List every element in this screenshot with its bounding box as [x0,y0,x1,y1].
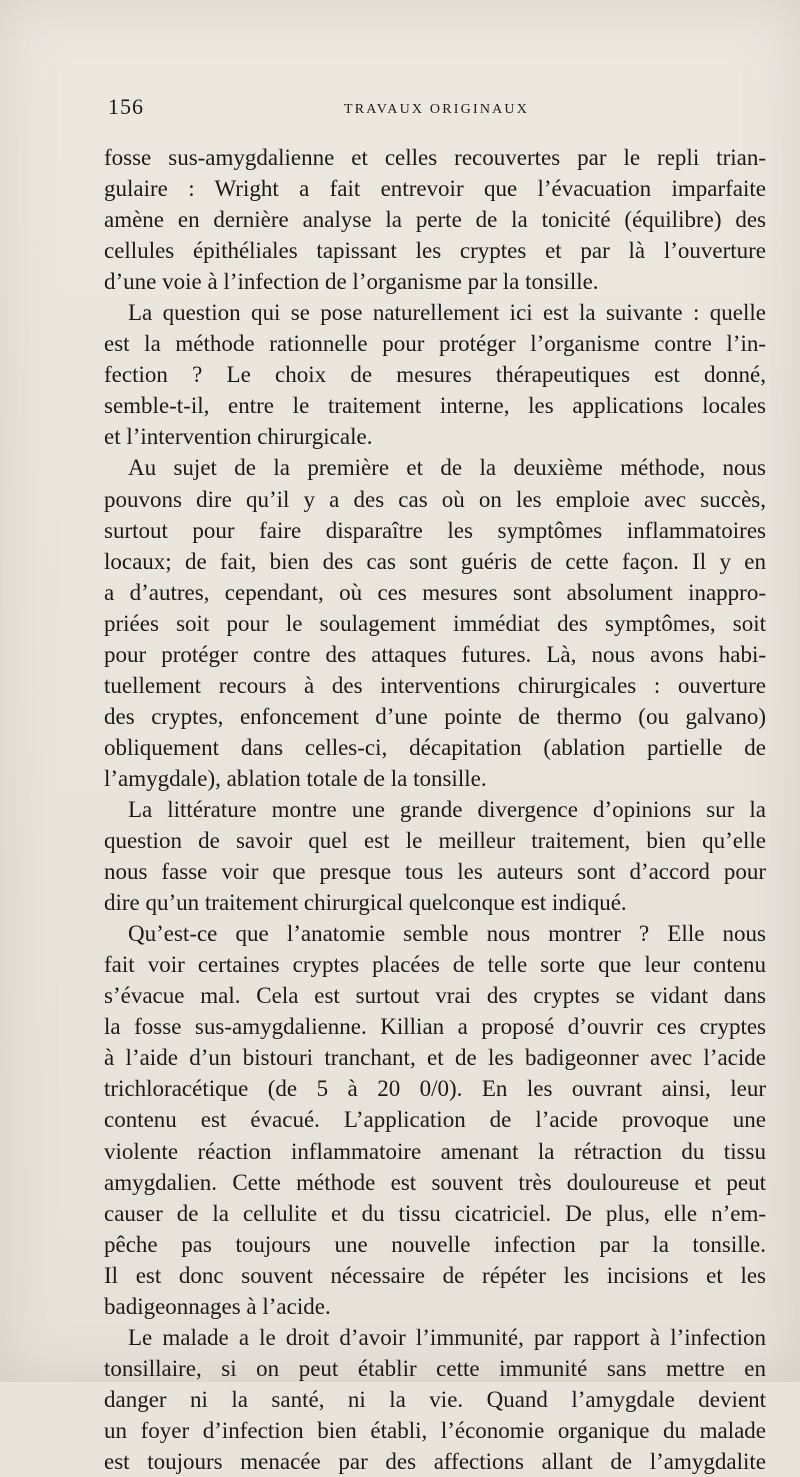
text-line: locaux; de fait, bien des cas sont guéris de cette façon. Il y en [104,548,766,574]
text-line: a d’autres, cependant, où ces mesures sont absolument inappro- [104,579,766,605]
text-line: tuellement recours à des interventions chirurgicales : ouverture [104,672,766,698]
text-line: d’une voie à l’infection de l’organisme par la tonsille. [104,269,599,295]
text-line: s’évacue mal. Cela est surtout vrai des cryptes se vidant dans [104,983,766,1009]
text-line: surtout pour faire disparaître les symptômes inflammatoires [104,517,766,543]
text-line: gulaire : Wright a fait entrevoir que l’évacuation imparfaite [104,176,766,202]
text-line: à l’aide d’un bistouri tranchant, et de les badigeonner avec l’acide [104,1045,766,1071]
text-line: badigeonnages à l’acide. [104,1293,331,1319]
text-line: et l’intervention chirurgicale. [104,424,373,450]
text-line: Qu’est-ce que l’anatomie semble nous montrer ? Elle nous [128,921,766,947]
text-line: pouvons dire qu’il y a des cas où on les emploie avec succès, [104,486,766,512]
text-line: fait voir certaines cryptes placées de telle sorte que leur contenu [104,952,766,978]
text-line: causer de la cellulite et du tissu cicatriciel. De plus, elle n’em- [104,1200,766,1226]
text-line: fection ? Le choix de mesures thérapeutiques est donné, [104,362,766,388]
page-number: 156 [108,94,144,119]
text-line: est la méthode rationnelle pour protéger l’organisme contre l’in- [104,331,766,357]
text-line: des cryptes, enfoncement d’une pointe de thermo (ou galvano) [104,703,766,729]
text-line: la fosse sus-amygdalienne. Killian a proposé d’ouvrir ces cryptes [104,1014,766,1040]
text-line: question de savoir quel est le meilleur traitement, bien qu’elle [104,828,766,854]
text-line: fosse sus-amygdalienne et celles recouvertes par le repli trian- [104,145,766,170]
text-line: Au sujet de la première et de la deuxième méthode, nous [128,455,766,481]
text-line: danger ni la santé, ni la vie. Quand l’amygdale devient [104,1386,766,1412]
text-line: trichloracétique (de 5 à 20 0/0). En les ouvrant ainsi, leur [104,1076,766,1102]
text-line: obliquement dans celles-ci, décapitation (ablation partielle de [104,734,766,760]
text-line: Il est donc souvent nécessaire de répéter les incisions et les [104,1262,766,1288]
text-line: amygdalien. Cette méthode est souvent très douloureuse et peut [104,1169,766,1195]
text-line: dire qu’un traitement chirurgical quelconque est indiqué. [104,890,627,916]
text-line: Le malade a le droit d’avoir l’immunité, par rapport à l’infection [128,1324,766,1350]
text-line: un foyer d’infection bien établi, l’économie organique du malade [104,1417,766,1443]
text-line: semble-t-il, entre le traitement interne, les applications locales [104,393,766,419]
text-line: La littérature montre une grande divergence d’opinions sur la [128,796,766,822]
text-line: l’amygdale), ablation totale de la tonsille. [104,765,487,791]
text-line: pour protéger contre des attaques futures. Là, nous avons habi- [104,641,766,667]
text-line: La question qui se pose naturellement ici est la suivante : quelle [128,300,766,326]
text-line: violente réaction inflammatoire amenant la rétraction du tissu [104,1138,766,1164]
body-text [104,142,766,1477]
text-line: pêche pas toujours une nouvelle infection par la tonsille. [104,1231,766,1257]
text-line: amène en dernière analyse la perte de la tonicité (équilibre) des [104,207,766,233]
text-line: cellules épithéliales tapissant les cryptes et par là l’ouverture [104,238,766,264]
running-head: TRAVAUX ORIGINAUX [344,102,530,117]
text-line: contenu est évacué. L’application de l’acide provoque une [104,1107,766,1133]
text-line: tonsillaire, si on peut établir cette immunité sans mettre en [104,1355,766,1381]
text-line: est toujours menacée par des affections allant de l’amygdalite [104,1448,766,1474]
text-line: priées soit pour le soulagement immédiat des symptômes, soit [104,610,766,636]
text-line: nous fasse voir que presque tous les auteurs sont d’accord pour [104,859,766,885]
page-header [0,94,800,134]
